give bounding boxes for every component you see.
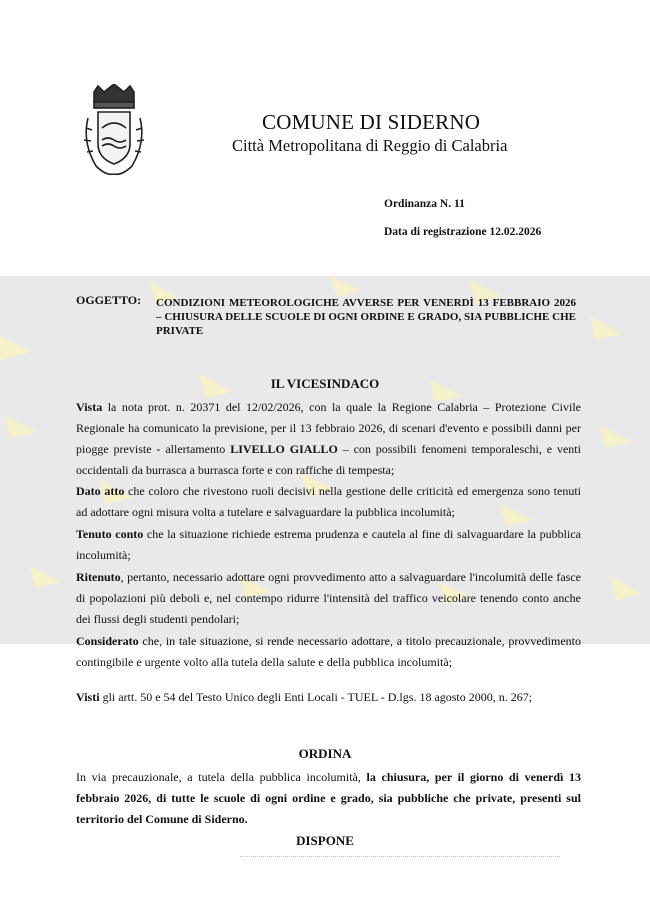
consideration-text: che la situazione richiede estrema prudenza e cautela al fine di salvaguardare la pubblica incolumità; bbox=[76, 527, 581, 562]
consideration-lead: Considerato bbox=[76, 634, 139, 648]
order-heading: ORDINA bbox=[298, 746, 352, 761]
ordinance-number: Ordinanza N. 11 bbox=[384, 198, 465, 210]
consideration-text: – con possibili fenomeni temporaleschi, e venti occidentali da burrasca a burrasca forte e con raffiche di tempesta; bbox=[76, 442, 581, 477]
consideration-lead: Visti bbox=[76, 690, 100, 704]
consideration-lead: Dato atto bbox=[76, 484, 125, 498]
consideration-visti bbox=[76, 687, 581, 708]
consideration-dato-atto bbox=[76, 481, 581, 523]
subject-label: OGGETTO: bbox=[76, 293, 142, 307]
consideration-text: che, in tale situazione, si rende necessario adottare, a titolo precauzionale, provvedimento contingibile e urgente volto alla tutela della salute e della pubblica incolumità; bbox=[76, 634, 581, 669]
consideration-text: la nota prot. n. 20371 del 12/02/2026, con la quale la Regione Calabria – Protezione Civile Regionale ha comunicato la previsione, per il 13 febbraio 2026, di scenari d'evento e possibili danni per piogge previste - allertamento bbox=[76, 400, 581, 456]
consideration-text: gli artt. 50 e 54 del Testo Unico degli Enti Locali - TUEL - D.lgs. 18 agosto 2000, n. 267; bbox=[99, 690, 533, 704]
consideration-text: che coloro che rivestono ruoli decisivi nella gestione delle criticità ed emergenza sono tenuti ad adottare ogni misura volta a tutelare e salvaguardare la pubblica incolumità; bbox=[76, 484, 582, 519]
consideration-text: , pertanto, necessario adottare ogni provvedimento atto a salvaguardare l'incolumità delle fasce di popolazioni più deboli e, nel contempo ridurre l'intensità del traffico veicolare tenendo conto anche dei flussi degli studenti pendolari; bbox=[76, 570, 581, 626]
municipal-crest-icon bbox=[80, 84, 148, 184]
subject-text: CONDIZIONI METEOROLOGICHE AVVERSE PER VENERDÌ 13 FEBBRAIO 2026 – CHIUSURA DELLE SCUOLE DI OGNI ORDINE E GRADO, SIA PUBBLICHE CHE PRIVATE bbox=[156, 297, 576, 337]
dispone-heading: DISPONE bbox=[296, 833, 354, 848]
municipality-subtitle: Città Metropolitana di Reggio di Calabria bbox=[232, 136, 508, 155]
authority-heading: IL VICESINDACO bbox=[270, 376, 380, 391]
consideration-lead: Tenuto conto bbox=[76, 527, 144, 541]
order-closure: la chiusura, per il giorno di venerdì 13 febbraio 2026, di tutte le scuole di ogni ordine e grado, sia pubbliche che private, presenti sul territorio del Comune di Siderno. bbox=[76, 770, 581, 826]
consideration-lead: Ritenuto bbox=[76, 570, 121, 584]
cut-off-text-line bbox=[240, 856, 560, 862]
order-text bbox=[76, 767, 581, 830]
municipality-title: COMUNE DI SIDERNO bbox=[262, 110, 481, 134]
order-intro: In via precauzionale, a tutela della pubblica incolumità, bbox=[76, 770, 367, 784]
registration-date: Data di registrazione 12.02.2026 bbox=[384, 226, 542, 238]
alert-level: LIVELLO GIALLO bbox=[230, 442, 338, 456]
consideration-tenuto-conto bbox=[76, 524, 581, 566]
consideration-vista bbox=[76, 397, 581, 481]
consideration-considerato bbox=[76, 631, 581, 673]
consideration-lead: Vista bbox=[76, 400, 103, 414]
consideration-ritenuto bbox=[76, 567, 581, 630]
